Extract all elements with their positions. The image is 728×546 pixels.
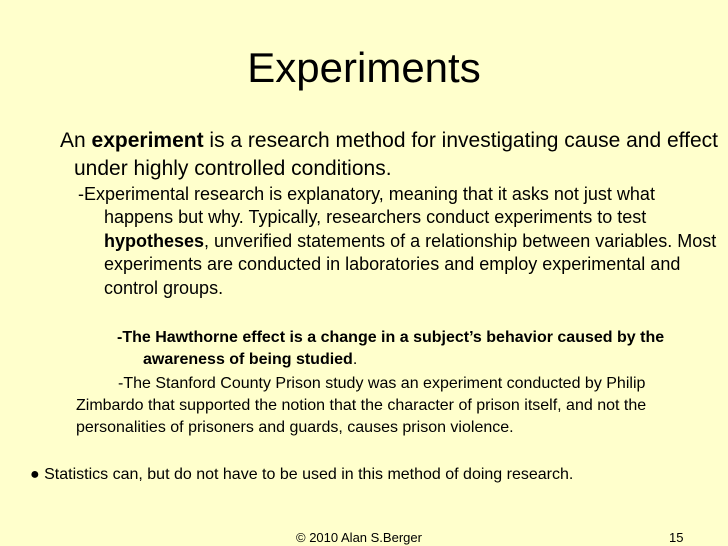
sub-point-stanford-prison: -The Stanford County Prison study was an experiment conducted by Philip Zimbardo that supported the notion that the character of prison itself, and not the personalities of prisoners and guards, causes prison violence. (76, 375, 647, 436)
bullet1-post: is a research method for investigating cause and effect under highly controlled conditions. (74, 129, 718, 180)
sub1-bold-term: hypotheses (104, 230, 205, 251)
sub1-post: , unverified statements of a relationship between variables. Most experiments are conducted in laboratories and employ experimental and control groups. (104, 230, 717, 298)
sub-point-hawthorne-effect (117, 327, 723, 371)
sub2-tail: . (352, 351, 358, 368)
footer-copyright: © 2010 Alan S.Berger (296, 530, 422, 545)
bullet-statistics (30, 464, 710, 486)
bullet-icon (30, 127, 60, 155)
bullet-experiment-definition (30, 127, 728, 183)
sub2-bold: -The Hawthorne effect is a change in a subject’s behavior caused by the awareness of being studied (117, 329, 665, 368)
slide-title: Experiments (247, 44, 481, 91)
bullet1-pre: An (60, 129, 92, 152)
sub1-pre: -Experimental research is explanatory, meaning that it asks not just what happens but why. Typically, researchers conduct experiments to test (78, 184, 655, 228)
sub-point-experimental-research (78, 183, 726, 300)
page-number: 15 (669, 530, 684, 545)
bullet1-bold-term: experiment (91, 129, 204, 152)
bullet2-text: Statistics can, but do not have to be used in this method of doing research. (44, 466, 574, 483)
bullet-icon: ● (30, 466, 40, 483)
